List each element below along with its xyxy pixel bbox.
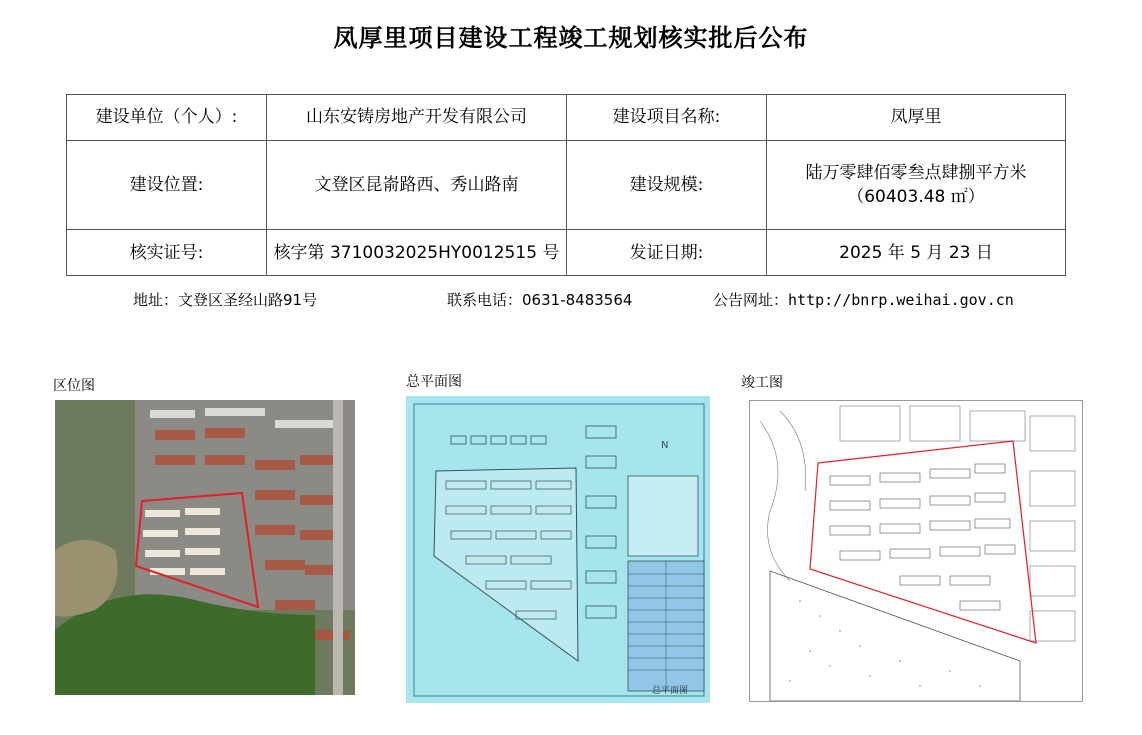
site-plan-stamp: 总平面图 [652,686,689,696]
site-plan-image [406,396,710,703]
scale-value-text: 陆万零肆佰零叁点肆捌平方米 [805,162,1027,183]
project-name-label: 建设项目名称: [567,95,767,141]
website-link[interactable]: http://bnrp.weihai.gov.cn [788,291,1014,309]
svg-text:N: N [661,440,669,451]
site-plan-label: 总平面图 [406,374,462,390]
issue-date-value: 2025 年 5 月 23 日 [767,230,1066,276]
as-built-image [749,400,1083,702]
phone-number: 0631-8483564 [522,291,633,309]
unit-value: 山东安铸房地产开发有限公司 [267,95,567,141]
unit-label: 建设单位（个人）: [67,95,267,141]
website-label: 公告网址： [713,291,789,309]
contact-address: 地址：文登区圣经山路91号 [133,291,318,309]
cert-label: 核实证号: [67,230,267,276]
table-row [67,140,1066,230]
contact-phone [447,289,632,310]
info-table [66,94,1066,276]
contact-website [713,289,1014,310]
table-row [67,95,1066,141]
location-label: 建设位置: [67,140,267,230]
scale-label: 建设规模: [567,140,767,230]
issue-date-label: 发证日期: [567,230,767,276]
location-value: 文登区昆嵛路西、秀山路南 [267,140,567,230]
scale-value-number: （60403.48 ㎡） [847,186,985,207]
cert-value: 核字第 3710032025HY0012515 号 [267,230,567,276]
as-built-label: 竣工图 [741,375,783,391]
page-title: 凤厚里项目建设工程竣工规划核实批后公布 [333,24,809,52]
location-map-label: 区位图 [53,378,95,394]
project-name-value: 凤厚里 [767,95,1066,141]
phone-label: 联系电话： [447,291,523,309]
location-map-image [55,400,355,695]
scale-value [767,140,1066,230]
table-row [67,230,1066,276]
